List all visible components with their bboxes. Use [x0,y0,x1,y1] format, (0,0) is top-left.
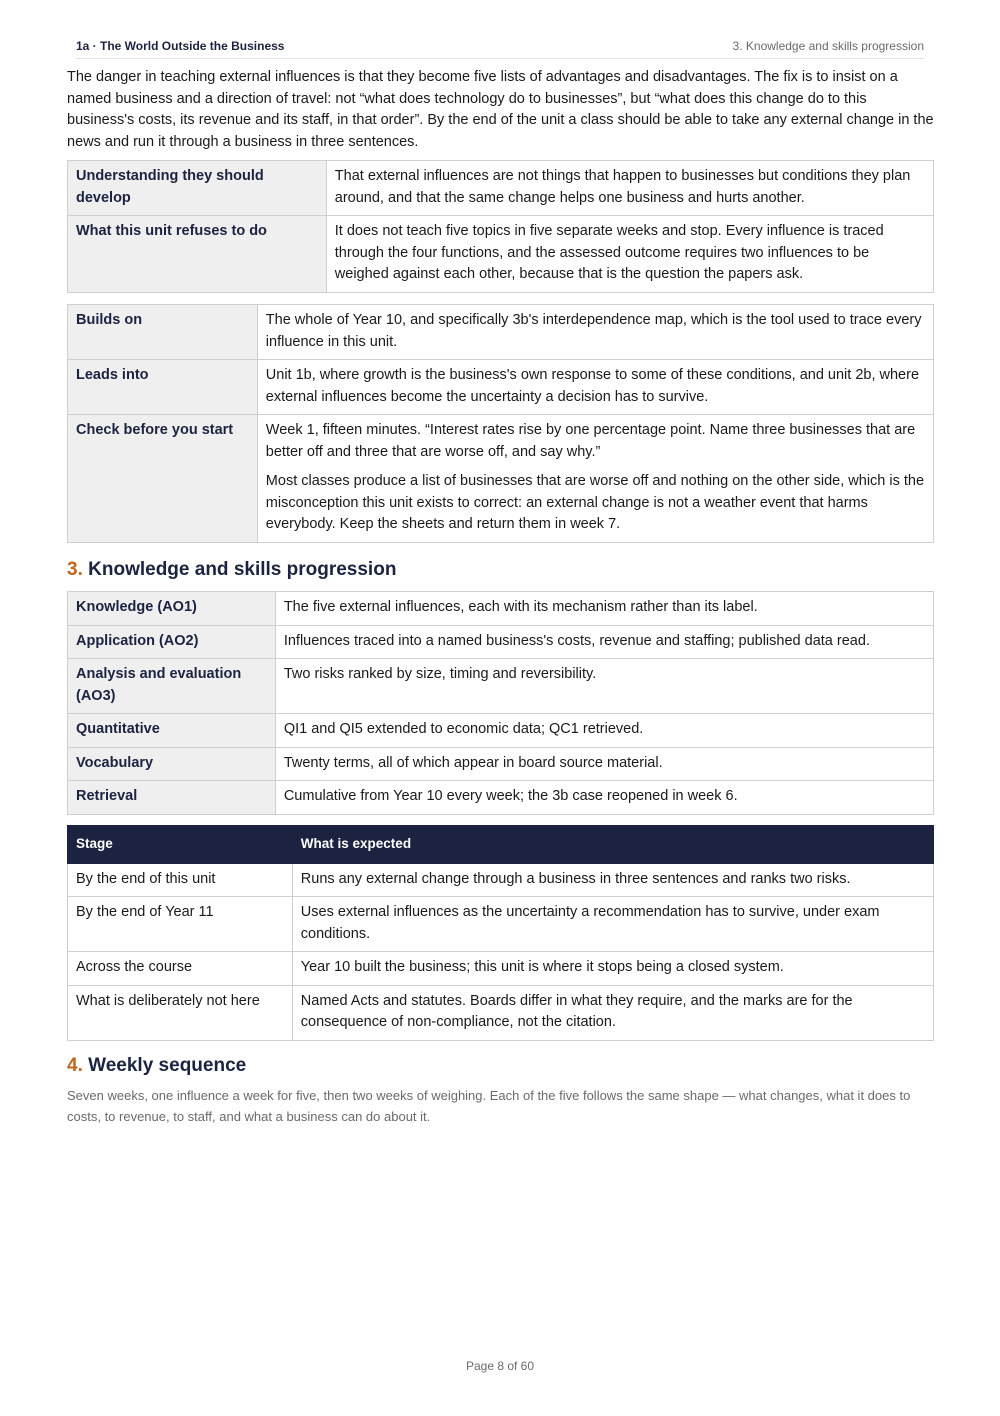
expected-cell: Named Acts and statutes. Boards differ in what they require, and the marks are for the consequence of non-compliance, not the citation. [292,985,933,1040]
table-row [68,952,934,986]
table-row [68,781,934,815]
table-row [68,592,934,626]
check-prompt: Week 1, fifteen minutes. “Interest rates rise by one percentage point. Name three businesses that are better off and three that are worse off, and say why.” [265,422,916,460]
table-row [68,897,934,952]
stage-table [67,825,934,1041]
table-row [68,216,934,293]
table-row [68,360,934,415]
section-title: Weekly sequence [88,1055,247,1076]
row-label: Leads into [68,360,258,415]
row-text: Unit 1b, where growth is the business's own response to some of these conditions, and unit 2b, where external influences become the uncertainty a decision has to survive. [257,360,933,415]
row-label: Quantitative [68,714,276,748]
row-label: Retrieval [68,781,276,815]
expected-cell: Year 10 built the business; this unit is where it stops being a closed system. [292,952,933,986]
column-header-expected: What is expected [292,826,933,864]
table-row [68,985,934,1040]
table-row [68,747,934,781]
table-row [68,415,934,543]
section-number: 4. [67,1055,83,1076]
row-text: The five external influences, each with its mechanism rather than its label. [275,592,933,626]
table-row [68,625,934,659]
table-header-row [68,826,934,864]
section-4-intro: Seven weeks, one influence a week for five, then two weeks of weighing. Each of the five follows the same shape — what changes, what it does to costs, to revenue, to staff, and what a business can do about it. [67,1088,911,1124]
section-4-heading [67,1053,246,1079]
page-number: Page 8 of 60 [465,1359,535,1373]
row-text: Cumulative from Year 10 every week; the 3b case reopened in week 6. [275,781,933,815]
row-text: The whole of Year 10, and specifically 3b's interdependence map, which is the tool used to trace every influence in this unit. [257,305,933,360]
row-text [257,415,933,543]
row-label: Understanding they should develop [68,161,327,216]
stage-cell: By the end of Year 11 [68,897,293,952]
row-text: QI1 and QI5 extended to economic data; QC1 retrieved. [275,714,933,748]
stage-cell: By the end of this unit [68,863,293,897]
table-row [68,659,934,714]
row-text: Twenty terms, all of which appear in board source material. [275,747,933,781]
row-label: Vocabulary [68,747,276,781]
row-text: Two risks ranked by size, timing and reversibility. [275,659,933,714]
table-row [68,863,934,897]
row-label: Application (AO2) [68,625,276,659]
stage-cell: Across the course [68,952,293,986]
header-unit-title: 1a · The World Outside the Business [76,39,285,53]
header-section-title: 3. Knowledge and skills progression [732,39,924,53]
skills-table [67,591,934,815]
row-text: It does not teach five topics in five separate weeks and stop. Every influence is traced through the four functions, and the assessed outcome requires two influences to be weighed against each other, because that is the question the papers ask. [326,216,933,293]
expected-cell: Uses external influences as the uncertainty a recommendation has to survive, under exam conditions. [292,897,933,952]
context-table [67,304,934,543]
row-label: Knowledge (AO1) [68,592,276,626]
column-header-stage: Stage [68,826,293,864]
table-row [68,714,934,748]
understanding-table [67,160,934,293]
row-label: Builds on [68,305,258,360]
section-3-heading [67,557,396,583]
intro-paragraph: The danger in teaching external influences is that they become five lists of advantages and disadvantages. The fix is to insist on a named business and a direction of travel: not “what does technology do to businesses”, but “what does this change do to this business's costs, its revenue and its staff, in that order”. By the end of the unit a class should be able to take any external change in the news and run it through a business in three sentences. [67,69,934,150]
section-title: Knowledge and skills progression [88,559,397,580]
table-row [68,305,934,360]
row-label: Analysis and evaluation (AO3) [68,659,276,714]
row-text: That external influences are not things that happen to businesses but conditions they plan around, and that the same change helps one business and hurts another. [326,161,933,216]
row-label: Check before you start [68,415,258,543]
running-header [76,38,924,59]
row-label: What this unit refuses to do [68,216,327,293]
section-number: 3. [67,559,83,580]
row-text: Influences traced into a named business's costs, revenue and staffing; published data read. [275,625,933,659]
table-row [68,161,934,216]
stage-cell: What is deliberately not here [68,985,293,1040]
check-followup: Most classes produce a list of businesses that are worse off and nothing on the other side, which is the misconception this unit exists to correct: an external change is not a weather event that harms everybody. Keep the sheets and return them in week 7. [265,473,925,532]
expected-cell: Runs any external change through a business in three sentences and ranks two risks. [292,863,933,897]
